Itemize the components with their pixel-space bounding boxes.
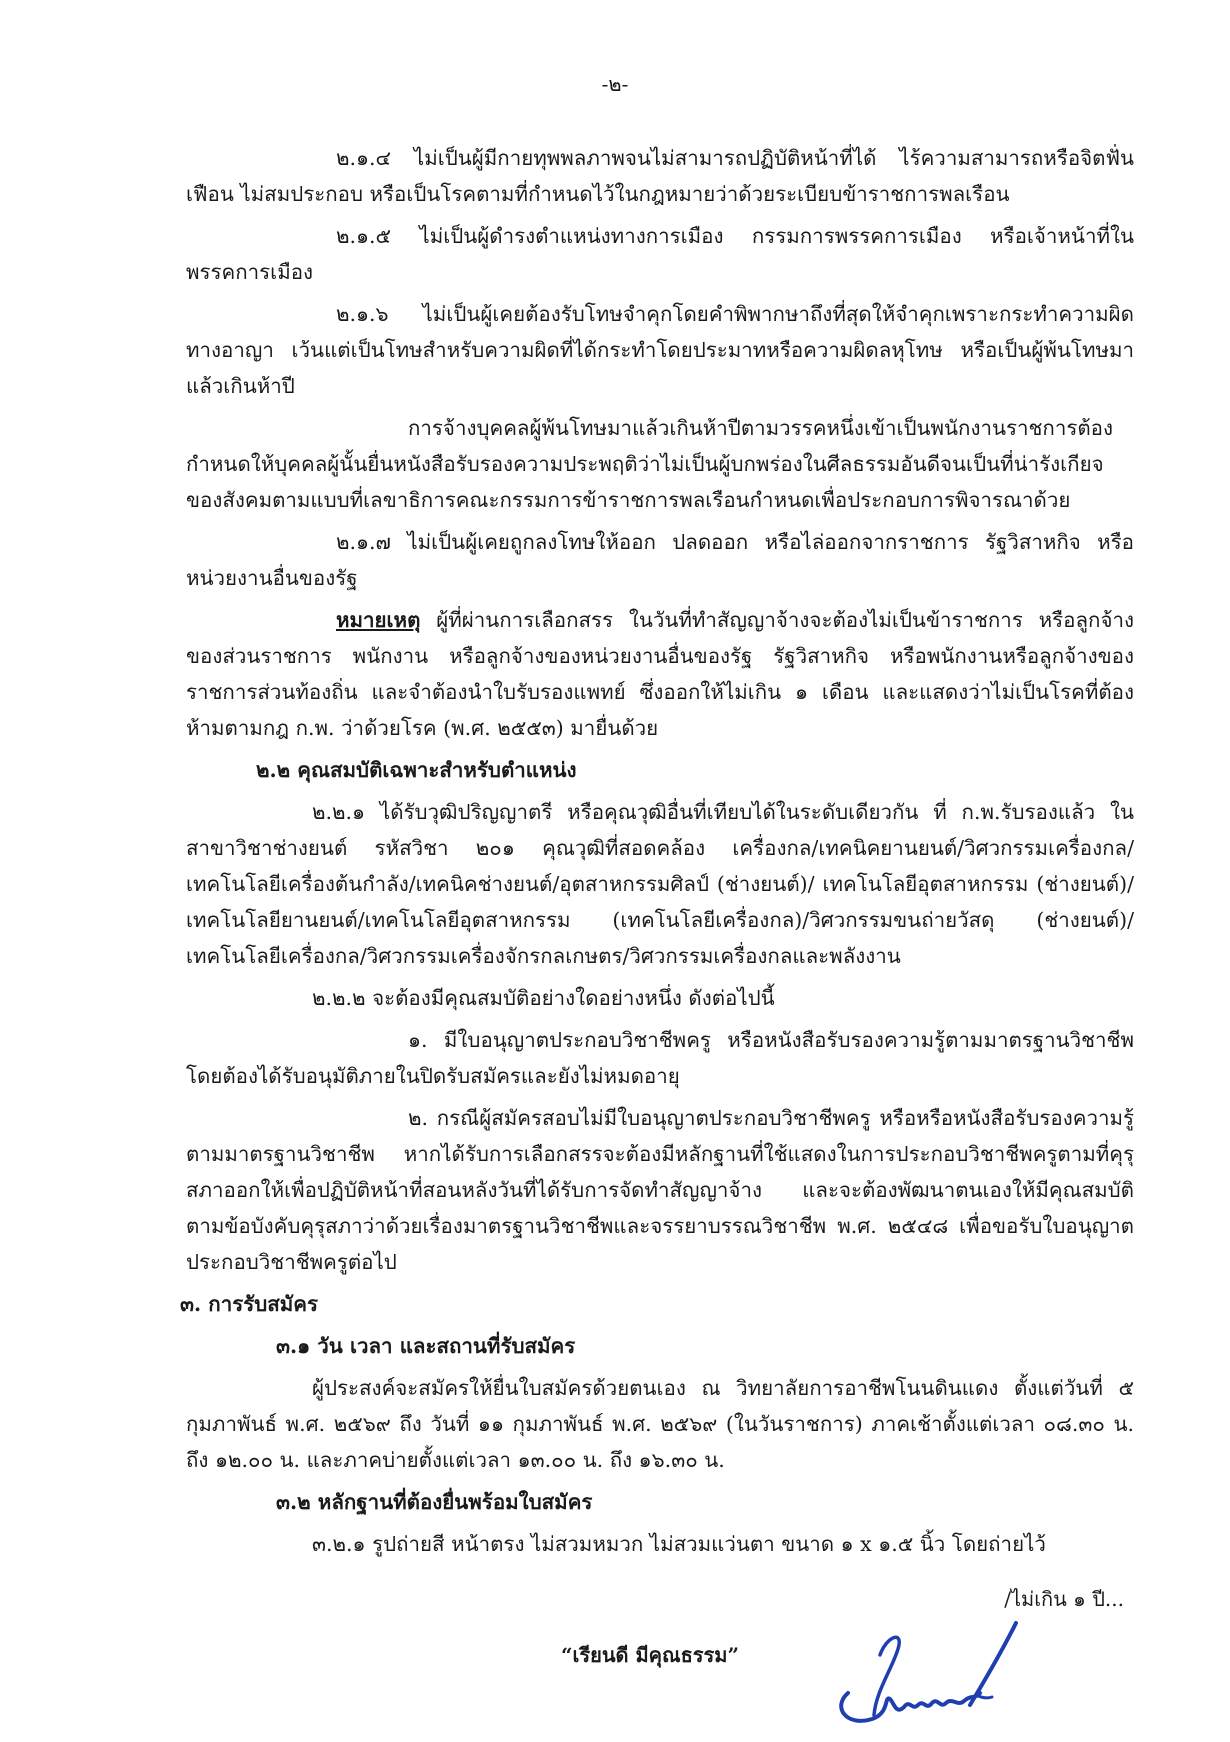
- qualification-item-2: ๒. กรณีผู้สมัครสอบไม่มีใบอนุญาตประกอบวิชาชีพครู หรือหรือหนังสือรับรองความรู้ตามมาตรฐานวิชาชีพ หากได้รับการเลือกสรรจะต้องมีหลักฐานที่ใช้แสดงในการประกอบวิชาชีพครูตามที่คุรุสภาออกให้เพื่อปฏิบัติหน้าที่สอนหลังวันที่ได้รับการจัดทำสัญญาจ้าง และจะต้องพัฒนาตนเองให้มีคุณสมบัติตามข้อบังคับคุรุสภาว่าด้วยเรื่องมาตรฐานวิชาชีพและจรรยาบรรณวิชาชีพ พ.ศ. ๒๕๔๘ เพื่อขอรับใบอนุญาตประกอบวิชาชีพครูต่อไป: [186, 1106, 1134, 1274]
- continuation-text: /ไม่เกิน ๑ ปี...: [1004, 1587, 1124, 1611]
- clause-2-1-7: ๒.๑.๗ ไม่เป็นผู้เคยถูกลงโทษให้ออก ปลดออก หรือไล่ออกจากราชการ รัฐวิสาหกิจ หรือหน่วยงานอื่นของรัฐ: [186, 530, 1134, 590]
- qualification-item-1: ๑. มีใบอนุญาตประกอบวิชาชีพครู หรือหนังสือรับรองความรู้ตามมาตรฐานวิชาชีพ โดยต้องได้รับอนุมัติภายในปิดรับสมัครและยังไม่หมดอายุ: [186, 1028, 1134, 1088]
- clause-2-1-6: ๒.๑.๖ ไม่เป็นผู้เคยต้องรับโทษจำคุกโดยคำพิพากษาถึงที่สุดให้จำคุกเพราะกระทำความผิดทางอาญา เว้นแต่เป็นโทษสำหรับความผิดที่ได้กระทำโดยประมาทหรือความผิดลหุโทษ หรือเป็นผู้พ้นโทษมาแล้วเกินห้าปี: [186, 302, 1134, 398]
- clause-2-1-6-paragraph-2: การจ้างบุคคลผู้พ้นโทษมาแล้วเกินห้าปีตามวรรคหนึ่งเข้าเป็นพนักงานราชการต้องกำหนดให้บุคคลผู้นั้นยื่นหนังสือรับรองความประพฤติว่าไม่เป็นผู้บกพร่องในศีลธรรมอันดีจนเป็นที่น่ารังเกียจของสังคมตามแบบที่เลขาธิการคณะกรรมการข้าราชการพลเรือนกำหนดเพื่อประกอบการพิจารณาด้วย: [186, 416, 1113, 512]
- heading-2-2: ๒.๒ คุณสมบัติเฉพาะสำหรับตำแหน่ง: [256, 758, 577, 782]
- motto: “เรียนดี มีคุณธรรม”: [561, 1643, 739, 1667]
- clause-2-2-1: ๒.๒.๑ ได้รับวุฒิปริญญาตรี หรือคุณวุฒิอื่นที่เทียบได้ในระดับเดียวกัน ที่ ก.พ.รับรองแล้ว ในสาขาวิชาช่างยนต์ รหัสวิชา ๒๐๑ คุณวุฒิที่สอดคล้อง เครื่องกล/เทคนิคยานยนต์/วิศวกรรมเครื่องกล/เทคโนโลยีเครื่องต้นกำลัง/เทคนิคช่างยนต์/อุตสาหกรรมศิลป์ (ช่างยนต์)/ เทคโนโลยีอุตสาหกรรม (ช่างยนต์)/เทคโนโลยียานยนต์/เทคโนโลยีอุตสาหกรรม (เทคโนโลยีเครื่องกล)/วิศวกรรมขนถ่ายวัสดุ (ช่างยนต์)/เทคโนโลยีเครื่องกล/วิศวกรรมเครื่องจักรกลเกษตร/วิศวกรรมเครื่องกลและพลังงาน: [186, 800, 1134, 968]
- application-period: ผู้ประสงค์จะสมัครให้ยื่นใบสมัครด้วยตนเอง ณ วิทยาลัยการอาชีพโนนดินแดง ตั้งแต่วันที่ ๕ กุมภาพันธ์ พ.ศ. ๒๕๖๙ ถึง วันที่ ๑๑ กุมภาพันธ์ พ.ศ. ๒๕๖๙ (ในวันราชการ) ภาคเช้าตั้งแต่เวลา ๐๘.๓๐ น. ถึง ๑๒.๐๐ น. และภาคบ่ายตั้งแต่เวลา ๑๓.๐๐ น. ถึง ๑๖.๓๐ น.: [186, 1376, 1134, 1472]
- clause-2-2-2: ๒.๒.๒ จะต้องมีคุณสมบัติอย่างใดอย่างหนึ่ง ดังต่อไปนี้: [312, 986, 775, 1010]
- heading-3: ๓. การรับสมัคร: [180, 1292, 318, 1316]
- note-paragraph: [186, 602, 1134, 746]
- clause-3-2-1: ๓.๒.๑ รูปถ่ายสี หน้าตรง ไม่สวมหมวก ไม่สวมแว่นตา ขนาด ๑ x ๑.๕ นิ้ว โดยถ่ายไว้: [312, 1532, 1046, 1556]
- note-label: หมายเหตุ: [336, 608, 421, 632]
- heading-3-2: ๓.๒ หลักฐานที่ต้องยื่นพร้อมใบสมัคร: [276, 1490, 593, 1514]
- clause-2-1-5: ๒.๑.๕ ไม่เป็นผู้ดำรงตำแหน่งทางการเมือง กรรมการพรรคการเมือง หรือเจ้าหน้าที่ในพรรคการเมือง: [186, 224, 1134, 284]
- heading-3-1: ๓.๑ วัน เวลา และสถานที่รับสมัคร: [276, 1334, 576, 1358]
- page-number: -๒-: [601, 72, 629, 96]
- document-body: [180, 140, 1134, 1568]
- signature-image: [820, 1615, 1030, 1735]
- clause-2-1-4: ๒.๑.๔ ไม่เป็นผู้มีกายทุพพลภาพจนไม่สามารถปฏิบัติหน้าที่ได้ ไร้ความสามารถหรือจิตฟั่นเฟือน ไม่สมประกอบ หรือเป็นโรคตามที่กำหนดไว้ในกฎหมายว่าด้วยระเบียบข้าราชการพลเรือน: [186, 146, 1134, 206]
- note-text: ผู้ที่ผ่านการเลือกสรร ในวันที่ทำสัญญาจ้างจะต้องไม่เป็นข้าราชการ หรือลูกจ้างของส่วนราชการ พนักงาน หรือลูกจ้างของหน่วยงานอื่นของรัฐ รัฐวิสาหกิจ หรือพนักงานหรือลูกจ้างของราชการส่วนท้องถิ่น และจำต้องนำใบรับรองแพทย์ ซึ่งออกให้ไม่เกิน ๑ เดือน และแสดงว่าไม่เป็นโรคที่ต้องห้ามตามกฎ ก.พ. ว่าด้วยโรค (พ.ศ. ๒๕๕๓) มายื่นด้วย: [186, 608, 1134, 740]
